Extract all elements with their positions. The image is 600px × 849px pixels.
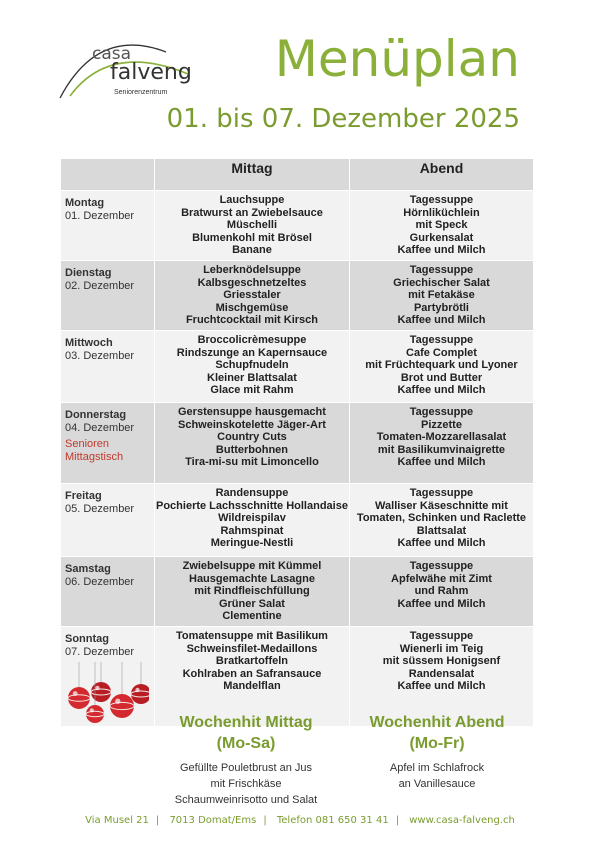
day-highlight: Senioren: [65, 438, 110, 450]
abend-item: Tomaten, Schinken und Raclette: [356, 512, 527, 524]
mittag-item: Lauchsuppe: [219, 194, 285, 206]
day-name: Sonntag: [65, 633, 109, 645]
abend-item: Kaffee und Milch: [397, 680, 486, 692]
abend-item: mit Speck: [415, 219, 468, 231]
abend-item: Apfelwähe mit Zimt: [391, 572, 492, 585]
day-row: [61, 261, 534, 331]
mittag-item: Mischgemüse: [215, 301, 289, 314]
abend-item: Tagessuppe: [409, 487, 474, 499]
abend-item: mit Basilikumvinaigrette: [377, 443, 506, 456]
day-name: Donnerstag: [65, 409, 127, 421]
mittag-cell: [155, 261, 350, 331]
abend-item: mit Fetakäse: [408, 289, 475, 301]
footer-phone: Telefon 081 650 31 41: [276, 815, 389, 826]
day-row: [61, 191, 534, 261]
mittag-item: Grüner Salat: [218, 597, 285, 610]
abend-item: mit süssem Honigsenf: [382, 655, 501, 667]
abend-item: Tagessuppe: [409, 334, 474, 346]
abend-item: Partybrötli: [413, 301, 469, 314]
page-title: Menüplan: [274, 30, 520, 88]
logo-casa: casa: [92, 44, 132, 64]
abend-item: mit Früchtequark und Lyoner: [365, 359, 518, 371]
abend-item: Kaffee und Milch: [397, 384, 486, 396]
day-name: Mittwoch: [65, 337, 113, 349]
mittag-item: Schweinskotelette Jäger-Art: [178, 418, 326, 431]
mittag-item: Butterbohnen: [215, 443, 289, 456]
mittag-item: Wildreispilav: [218, 512, 286, 524]
wochenhit-abend-item: an Vanillesauce: [398, 778, 476, 790]
day-highlight: Mittagstisch: [65, 450, 124, 463]
mittag-item: Griesstaler: [223, 289, 281, 301]
abend-item: Randensalat: [408, 667, 475, 680]
mittag-item: Kalbsgeschnetzeltes: [197, 276, 307, 289]
abend-cell: [349, 191, 533, 261]
abend-item: Tagessuppe: [409, 406, 474, 418]
header-mittag: Mittag: [155, 159, 350, 191]
wochenhit-abend: [347, 712, 527, 792]
mittag-item: Blumenkohl mit Brösel: [192, 231, 312, 244]
abend-cell: [349, 557, 533, 627]
wochenhit-abend-item: Apfel im Schlafrock: [389, 762, 485, 774]
mittag-item: Gerstensuppe hausgemacht: [178, 406, 326, 418]
logo-falveng: falveng: [110, 60, 192, 85]
mittag-item: Banane: [232, 244, 272, 256]
page-subtitle: 01. bis 07. Dezember 2025: [166, 104, 520, 134]
footer-city: 7013 Domat/Ems: [169, 815, 257, 826]
mittag-item: Müschelli: [226, 219, 278, 231]
abend-item: und Rahm: [414, 585, 469, 597]
abend-cell: [349, 403, 533, 484]
mittag-cell: [155, 557, 350, 627]
header-empty-cell: [61, 159, 155, 191]
mittag-item: Broccolicrèmesuppe: [197, 334, 307, 346]
footer: Via Musel 21 | 7013 Domat/Ems | Telefon 081 650 31 41 | www.casa-falveng.ch: [85, 815, 515, 826]
mittag-item: Fruchtcocktail mit Kirsch: [185, 314, 318, 326]
day-date: 07. Dezember: [65, 645, 135, 658]
day-date: 06. Dezember: [65, 575, 135, 588]
logo-subtitle: Seniorenzentrum: [114, 89, 168, 96]
mittag-item: Rindszunge an Kapernsauce: [176, 346, 328, 359]
wochenhit-mittag: [156, 712, 336, 808]
day-date: 03. Dezember: [65, 349, 135, 362]
footer-address: Via Musel 21: [85, 815, 149, 826]
abend-item: Hörnliküchlein: [403, 206, 480, 219]
day-row: [61, 557, 534, 627]
abend-item: Kaffee und Milch: [397, 537, 486, 549]
mittag-item: Country Cuts: [217, 431, 287, 443]
mittag-item: Glace mit Rahm: [210, 384, 294, 396]
mittag-item: Meringue-Nestli: [210, 537, 294, 549]
mittag-cell: [155, 191, 350, 261]
mittag-item: Bratwurst an Zwiebelsauce: [181, 206, 323, 219]
christmas-ornaments-icon: [65, 662, 149, 726]
mittag-cell: [155, 331, 350, 403]
mittag-item: Rahmspinat: [220, 524, 284, 537]
abend-cell: [349, 261, 533, 331]
mittag-cell: [155, 403, 350, 484]
day-name: Montag: [65, 197, 105, 209]
wochenhit-mittag-item: Schaumweinrisotto und Salat: [174, 794, 318, 806]
logo: [58, 34, 208, 104]
wochenhit-mittag-title: Wochenhit Mittag: [179, 714, 313, 731]
wochenhit-mittag-item: Gefüllte Pouletbrust an Jus: [179, 762, 313, 774]
abend-item: Cafe Complet: [406, 346, 477, 359]
day-cell: [61, 403, 155, 484]
day-date: 01. Dezember: [65, 209, 135, 222]
mittag-item: Mandelflan: [223, 680, 281, 692]
day-date: 05. Dezember: [65, 502, 135, 515]
mittag-item: Hausgemachte Lasagne: [189, 572, 315, 585]
abend-item: Wienerli im Teig: [399, 642, 484, 655]
menu-table: [60, 158, 534, 727]
abend-cell: [349, 331, 533, 403]
wochenhit-abend-range: (Mo-Fr): [409, 735, 465, 752]
day-row: [61, 484, 534, 557]
day-date: 04. Dezember: [65, 421, 135, 434]
mittag-item: Clementine: [222, 610, 282, 622]
abend-item: Tomaten-Mozzarellasalat: [376, 431, 507, 443]
day-cell: [61, 191, 155, 261]
abend-item: Blattsalat: [416, 524, 467, 537]
mittag-item: Pochierte Lachsschnitte Hollandaise: [156, 499, 348, 512]
mittag-cell: [155, 484, 350, 557]
day-row: [61, 331, 534, 403]
day-date: 02. Dezember: [65, 279, 135, 292]
mittag-item: Kleiner Blattsalat: [207, 371, 297, 384]
abend-item: Tagessuppe: [409, 560, 474, 572]
day-cell: [61, 484, 155, 557]
day-name: Dienstag: [65, 267, 112, 279]
mittag-item: mit Rindfleischfüllung: [194, 585, 310, 597]
header-abend: Abend: [349, 159, 533, 191]
abend-item: Tagessuppe: [409, 630, 474, 642]
abend-item: Walliser Käseschnitte mit: [375, 499, 508, 512]
menu-body: [61, 191, 534, 727]
mittag-item: Leberknödelsuppe: [203, 264, 301, 276]
mittag-item: Kohlraben an Safransauce: [182, 667, 322, 680]
abend-item: Tagessuppe: [409, 194, 474, 206]
mittag-item: Tira-mi-su mit Limoncello: [185, 456, 319, 468]
abend-item: Pizzette: [420, 418, 462, 431]
mittag-item: Tomatensuppe mit Basilikum: [175, 630, 328, 642]
abend-item: Kaffee und Milch: [397, 456, 486, 468]
abend-item: Gurkensalat: [409, 231, 474, 244]
day-name: Samstag: [65, 563, 111, 575]
mittag-item: Randensuppe: [215, 487, 289, 499]
abend-cell: [349, 484, 533, 557]
day-cell: [61, 557, 155, 627]
abend-item: Brot und Butter: [400, 371, 483, 384]
mittag-item: Zwiebelsuppe mit Kümmel: [182, 560, 322, 572]
day-cell: [61, 627, 155, 727]
wochenhit-mittag-item: mit Frischkäse: [210, 778, 282, 790]
footer-web[interactable]: www.casa-falveng.ch: [409, 815, 515, 826]
abend-item: Kaffee und Milch: [397, 244, 486, 256]
day-cell: [61, 331, 155, 403]
mittag-item: Schweinsfilet-Medaillons: [186, 642, 318, 655]
day-row: [61, 403, 534, 484]
day-name: Freitag: [65, 490, 102, 502]
mittag-item: Schupfnudeln: [215, 359, 289, 371]
abend-item: Tagessuppe: [409, 264, 474, 276]
day-cell: [61, 261, 155, 331]
wochenhit-mittag-range: (Mo-Sa): [216, 735, 276, 752]
wochenhit-abend-title: Wochenhit Abend: [369, 714, 505, 731]
abend-item: Kaffee und Milch: [397, 314, 486, 326]
abend-item: Kaffee und Milch: [397, 597, 486, 610]
menu-header-row: [61, 159, 534, 191]
abend-item: Griechischer Salat: [393, 276, 490, 289]
mittag-item: Bratkartoffeln: [215, 655, 289, 667]
